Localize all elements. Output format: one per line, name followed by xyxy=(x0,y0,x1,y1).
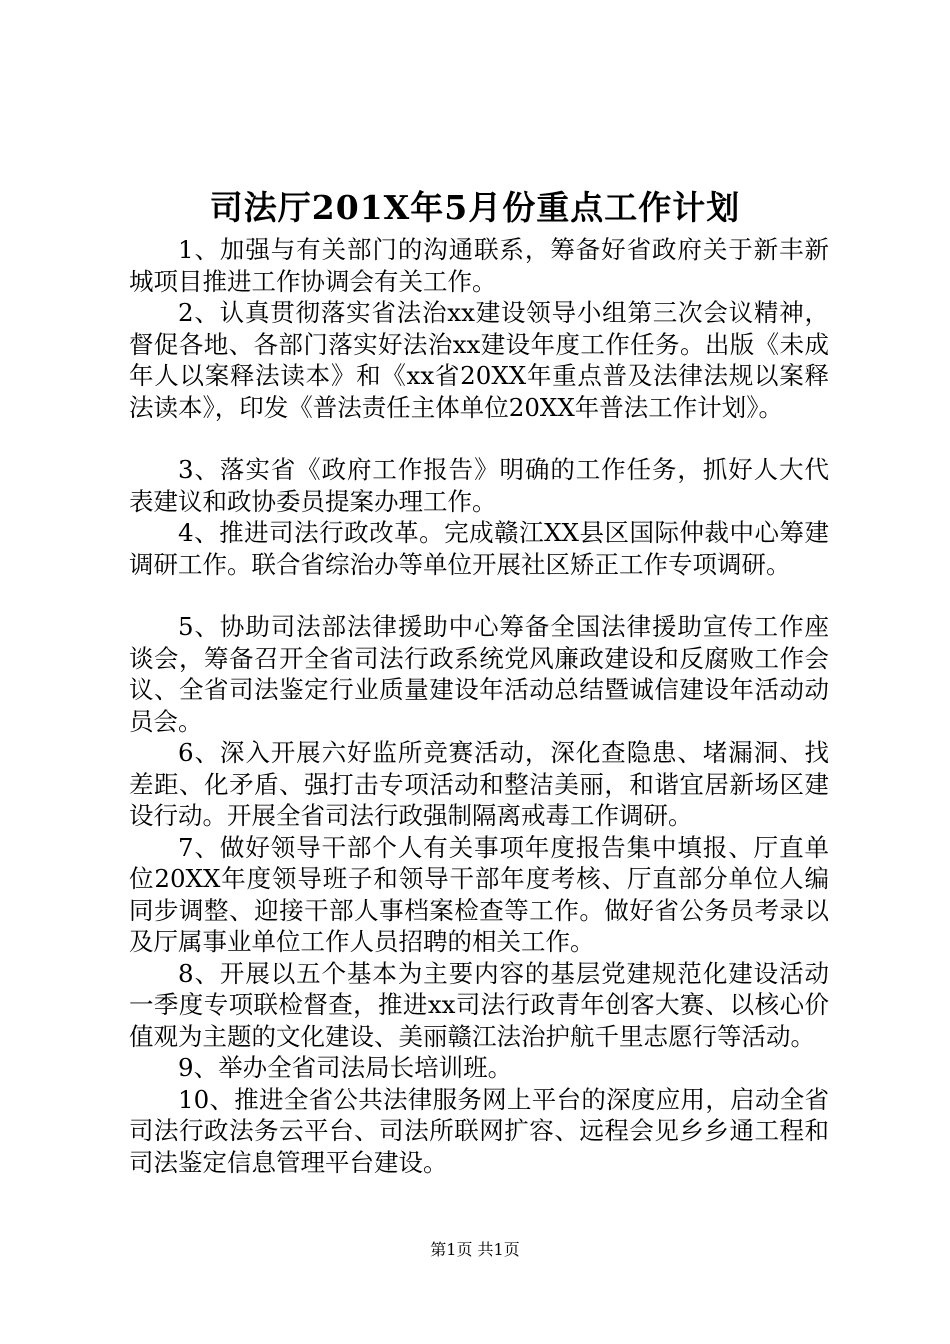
paragraph-4: 4、推进司法行政改革。完成赣江XX县区国际仲裁中心筹建调研工作。联合省综治办等单位开展社区矫正工作专项调研。 xyxy=(129,518,829,579)
paragraph-1: 1、加强与有关部门的沟通联系，筹备好省政府关于新丰新城项目推进工作协调会有关工作。 xyxy=(129,235,829,296)
paragraph-2: 2、认真贯彻落实省法治xx建设领导小组第三次会议精神，督促各地、各部门落实好法治xx建设年度工作任务。出版《未成年人以案释法读本》和《xx省20XX年重点普及法律法规以案释法读本》，印发《普法责任主体单位20XX年普法工作计划》。 xyxy=(129,298,829,422)
paragraph-9: 9、举办全省司法局长培训班。 xyxy=(178,1053,513,1082)
page-footer: 第1页 共1页 xyxy=(430,1240,520,1259)
paragraph-7: 7、做好领导干部个人有关事项年度报告集中填报、厅直单位20XX年度领导班子和领导干部年度考核、厅直部分单位人编同步调整、迎接干部人事档案检查等工作。做好省公务员考录以及厅属事业单位工作人员招聘的相关工作。 xyxy=(129,832,829,956)
document-title: 司法厅201X年5月份重点工作计划 xyxy=(209,188,741,227)
document-body xyxy=(129,234,829,1178)
paragraph-5: 5、协助司法部法律援助中心筹备全国法律援助宣传工作座谈会，筹备召开全省司法行政系统党风廉政建设和反腐败工作会议、全省司法鉴定行业质量建设年活动总结暨诚信建设年活动动员会。 xyxy=(129,612,829,736)
paragraph-6: 6、深入开展六好监所竞赛活动，深化查隐患、堵漏洞、找差距、化矛盾、强打击专项活动和整洁美丽，和谐宜居新场区建设行动。开展全省司法行政强制隔离戒毒工作调研。 xyxy=(129,738,829,830)
paragraph-3: 3、落实省《政府工作报告》明确的工作任务，抓好人大代表建议和政协委员提案办理工作。 xyxy=(129,455,829,516)
paragraph-10: 10、推进全省公共法律服务网上平台的深度应用，启动全省司法行政法务云平台、司法所联网扩容、远程会见乡乡通工程和司法鉴定信息管理平台建设。 xyxy=(129,1084,829,1177)
paragraph-8: 8、开展以五个基本为主要内容的基层党建规范化建设活动一季度专项联检督查，推进xx司法行政青年创客大赛、以核心价值观为主题的文化建设、美丽赣江法治护航千里志愿行等活动。 xyxy=(129,958,829,1051)
